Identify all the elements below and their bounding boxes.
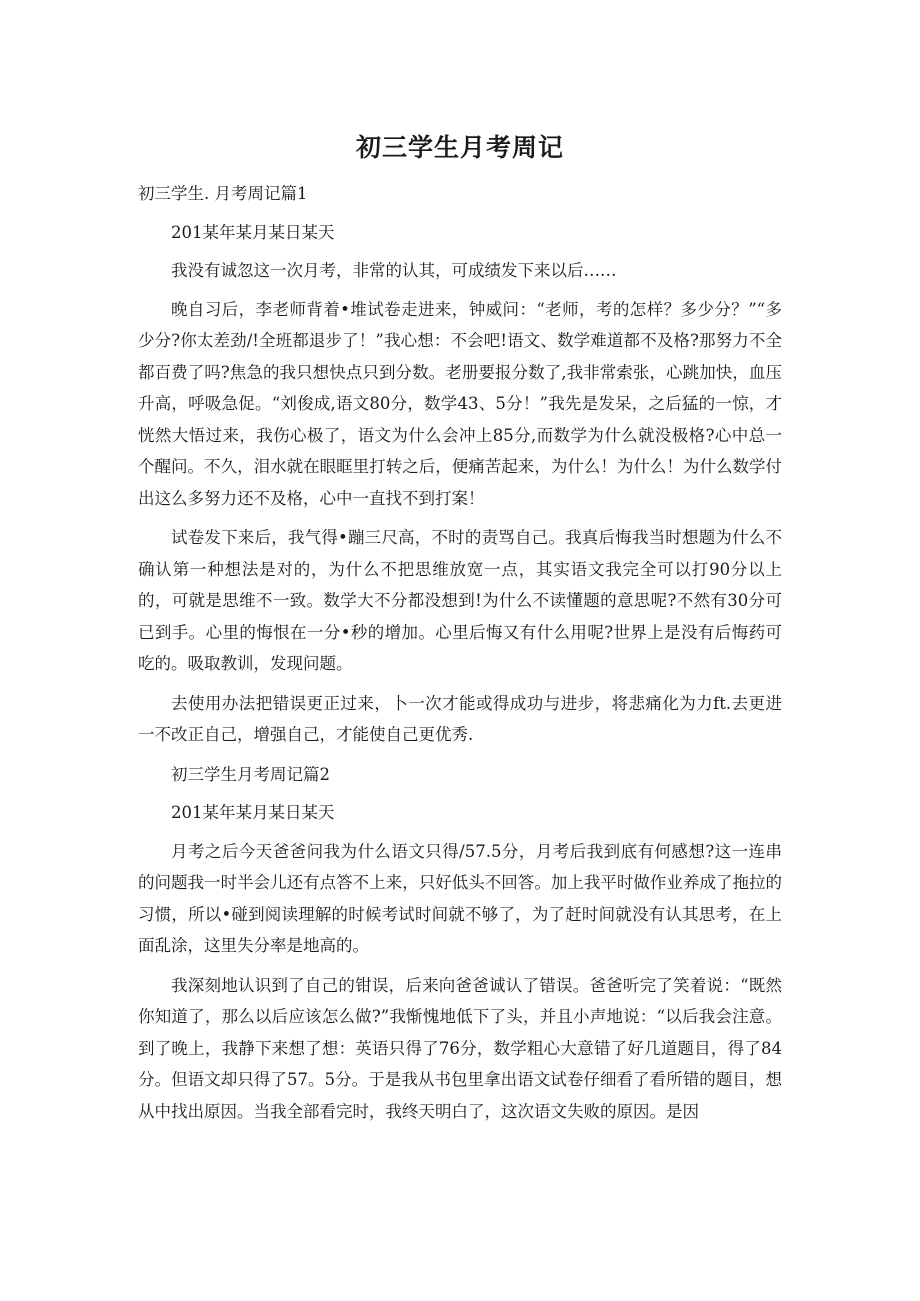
section-date-1: 201某年某月某日某天 [171, 222, 335, 242]
document-title: 初三学生月考周记 [355, 133, 564, 162]
paragraph: 试卷发下来后，我气得•蹦三尺高，不时的责骂自己。我真后悔我当时想题为什么不确认第一种想法是对的，为什么不把思维放宽一点，其实语文我完全可以打90分以上的，可就是思维不一致。数学大不分都没想到!为什么不读懂题的意思呢?不然有30分可已到手。心里的悔恨在一分•秒的增加。心里后悔又有什么用呢?世界上是没有后悔药可吃的。吸取教训，发现问题。 [138, 528, 782, 673]
paragraph: 去使用办法把错误更正过来，卜一次才能或得成功与进步，将悲痛化为力ft.去更进一不改正自己，增强自己，才能使自己更优秀. [138, 693, 782, 744]
paragraph: 月考之后今天爸爸问我为什么语文只得/57.5分，月考后我到底有何感想?这一连串的问题我一时半会儿还有点答不上来，只好低头不回答。加上我平时做作业养成了拖拉的习惯，所以•碰到阅读理解的时候考试时间就不够了，为了赶时间就没有认其思考，在上面乱涂，这里失分率是地高的。 [138, 841, 782, 955]
paragraph: 晚自习后，李老师背着•堆试卷走进来，钟威问：“老师，考的怎样？多少分？”“多少分?你太差劲/!全班都退步了！”我心想：不会吧!语文、数学难道都不及格?那努力不全都百费了吗?焦急的我只想快点只到分数。老册要报分数了,我非常索张，心跳加快，血压升高，呼吸急促。“刘俊成,语文80分，数学43、5分！”我先是发呆，之后猛的一惊，才恍然大悟过来，我伤心极了，语文为什么会冲上85分,而数学为什么就没极格?心中总一个醒问。不久，泪水就在眼眶里打转之后，便痛苦起来，为什么！为什么！为什么数学付出这么多努力还不及格，心中一直找不到打案！ [138, 299, 782, 508]
paragraph: 我没有诚忽这一次月考，非常的认其，可成绩发下来以后…… [171, 261, 617, 280]
section-heading-2: 初三学生月考周记篇2 [171, 764, 330, 784]
document-body [138, 178, 782, 1135]
section-date-2: 201某年某月某日某天 [171, 803, 335, 822]
paragraph: 我深刻地认识到了自己的钳误，后来向爸爸诚认了错误。爸爸听完了笑着说：“既然你知道了，那么以后应该怎么做?”我惭愧地低下了头，并且小声地说：“以后我会注意。到了晚上，我静下来想了想：英语只得了76分，数学粗心大意错了好几道题目，得了84分。但语文却只得了57。5分。于是我从书包里拿出语文试卷仔细看了看所错的题目，想从中找出原因。当我全部看完时，我终天明白了，这次语文失败的原因。是因 [138, 975, 782, 1121]
section-heading-1: 初三学生. 月考周记篇1 [138, 184, 308, 203]
